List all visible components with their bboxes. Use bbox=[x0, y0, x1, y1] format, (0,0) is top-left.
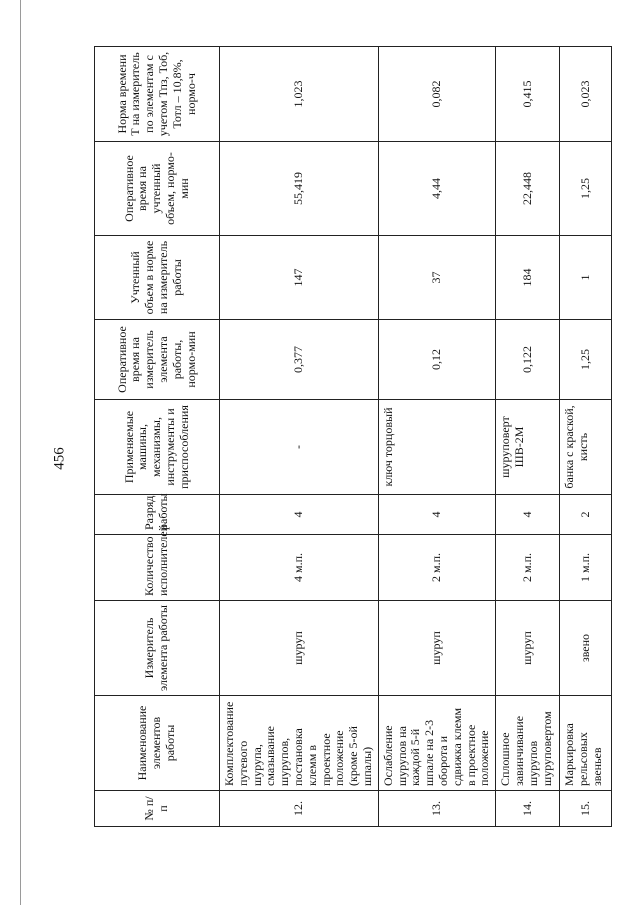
cell-volume: 184 bbox=[496, 236, 560, 320]
table-row bbox=[220, 47, 379, 827]
table-row bbox=[560, 47, 612, 827]
table-header-row bbox=[95, 47, 220, 827]
rotated-table-container bbox=[94, 51, 604, 827]
cell-op-time-volume: 22,448 bbox=[496, 142, 560, 236]
cell-name: Комплектование путевого шурупа, смазывание шурупов, постановка клемм в проектное положение (кроме 5-ой шпалы) bbox=[220, 696, 379, 791]
cell-workers: 1 м.п. bbox=[560, 535, 612, 601]
header-tools: Применяемые машины, механизмы, инструменты и приспособления bbox=[95, 400, 220, 495]
cell-op-time-volume: 4,44 bbox=[378, 142, 495, 236]
page-number: 456 bbox=[51, 447, 68, 470]
cell-op-time: 1,25 bbox=[560, 320, 612, 400]
header-name: Наименование элементов работы bbox=[95, 696, 220, 791]
table-row bbox=[378, 47, 495, 827]
cell-unit: шуруп bbox=[220, 601, 379, 696]
cell-op-time: 0,377 bbox=[220, 320, 379, 400]
cell-volume: 37 bbox=[378, 236, 495, 320]
cell-workers: 2 м.п. bbox=[496, 535, 560, 601]
header-num: № п/п bbox=[95, 791, 220, 827]
cell-norm: 0,023 bbox=[560, 47, 612, 142]
cell-tools: шуруповерт ШВ-2М bbox=[496, 400, 560, 495]
header-unit: Измеритель элемента работы bbox=[95, 601, 220, 696]
cell-name: Маркировка рельсовых звеньев bbox=[560, 696, 612, 791]
cell-grade: 2 bbox=[560, 495, 612, 535]
cell-tools: - bbox=[220, 400, 379, 495]
cell-op-time-volume: 55,419 bbox=[220, 142, 379, 236]
cell-op-time: 0,12 bbox=[378, 320, 495, 400]
labor-norms-table bbox=[94, 46, 612, 827]
cell-tools: банка с краской, кисть bbox=[560, 400, 612, 495]
cell-num: 15. bbox=[560, 791, 612, 827]
cell-name: Ослабление шурупов на каждой 5-й шпале на 2-3 оборота и сдвижка клемм в проектное положение bbox=[378, 696, 495, 791]
cell-op-time-volume: 1,25 bbox=[560, 142, 612, 236]
header-workers: Количество исполнителей bbox=[95, 535, 220, 601]
cell-num: 14. bbox=[496, 791, 560, 827]
cell-unit: звено bbox=[560, 601, 612, 696]
header-norm: Норма времени Т на измеритель по элементам с учетом Тпз, Тоб, Тотл – 10,8%, нормо-ч bbox=[95, 47, 220, 142]
cell-norm: 0,082 bbox=[378, 47, 495, 142]
cell-tools: ключ торцовый bbox=[378, 400, 495, 495]
header-op-time-volume: Оперативное время на учтенный объем, нормо-мин bbox=[95, 142, 220, 236]
page-margin-line bbox=[20, 0, 21, 905]
cell-volume: 1 bbox=[560, 236, 612, 320]
header-op-time: Оперативное время на измеритель элемента работы, нормо-мин bbox=[95, 320, 220, 400]
cell-norm: 1,023 bbox=[220, 47, 379, 142]
cell-num: 13. bbox=[378, 791, 495, 827]
cell-volume: 147 bbox=[220, 236, 379, 320]
cell-unit: шуруп bbox=[496, 601, 560, 696]
cell-grade: 4 bbox=[496, 495, 560, 535]
cell-name: Сплошное завинчивание шурупов шуруповертом bbox=[496, 696, 560, 791]
header-grade: Разряд работы bbox=[95, 495, 220, 535]
cell-grade: 4 bbox=[220, 495, 379, 535]
header-volume: Учтенный объем в норме на измеритель работы bbox=[95, 236, 220, 320]
cell-unit: шуруп bbox=[378, 601, 495, 696]
cell-num: 12. bbox=[220, 791, 379, 827]
cell-workers: 2 м.п. bbox=[378, 535, 495, 601]
cell-norm: 0,415 bbox=[496, 47, 560, 142]
cell-grade: 4 bbox=[378, 495, 495, 535]
table-row bbox=[496, 47, 560, 827]
cell-op-time: 0,122 bbox=[496, 320, 560, 400]
cell-workers: 4 м.п. bbox=[220, 535, 379, 601]
table-wrapper bbox=[94, 51, 604, 827]
